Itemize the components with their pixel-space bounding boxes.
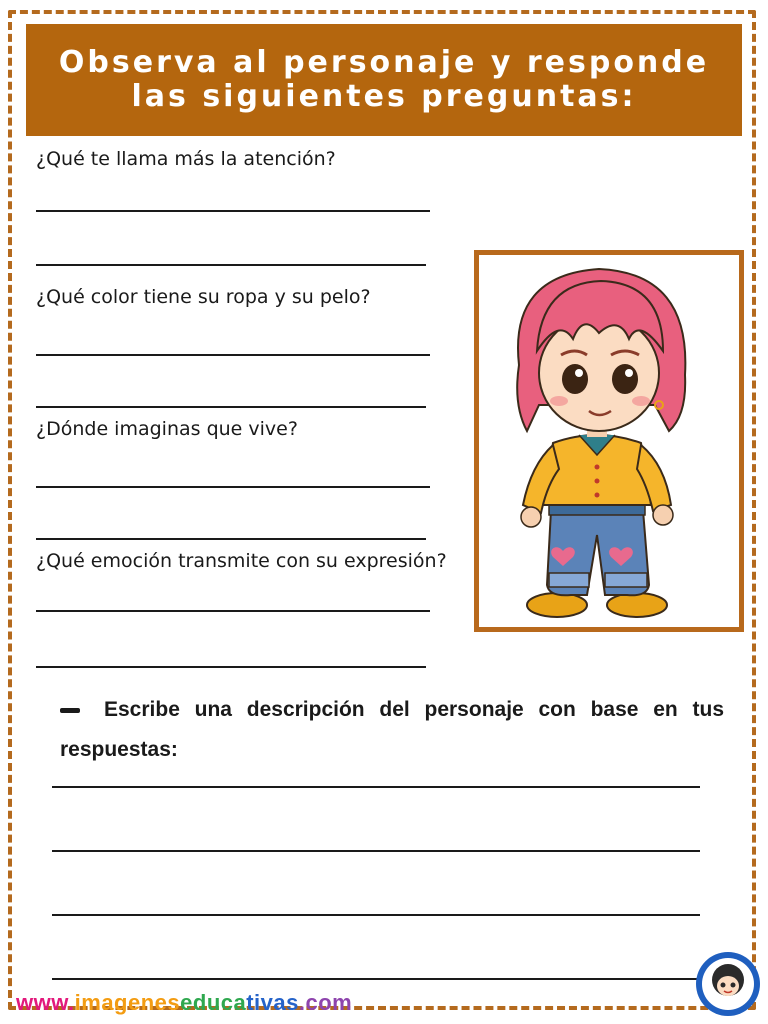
answer-line[interactable] [36,264,426,266]
character-illustration [479,255,739,627]
question-3: ¿Dónde imaginas que vive? [36,418,298,440]
character-picture-frame [474,250,744,632]
instruction-label: Escribe una descripción del personaje con base en tus respuestas: [60,698,724,761]
answer-line[interactable] [36,666,426,668]
page-title: Observa al personaje y responde las siguientes preguntas: [58,45,710,114]
website-part: www. [16,990,75,1015]
answer-line[interactable] [36,486,430,488]
answer-line[interactable] [36,354,430,356]
website-part: imagenes [74,990,181,1015]
answer-line[interactable] [36,406,426,408]
question-2: ¿Qué color tiene su ropa y su pelo? [36,286,371,308]
website-watermark [16,990,352,1016]
description-line[interactable] [52,914,700,916]
website-part: tivas [246,990,299,1015]
title-banner [26,24,742,136]
instruction-text [60,690,724,770]
website-part: .com [298,990,353,1015]
answer-line[interactable] [36,610,430,612]
website-part: educa [180,990,247,1015]
answer-line[interactable] [36,210,430,212]
site-logo-icon [694,950,762,1018]
bullet-dash-icon [60,708,80,713]
description-line[interactable] [52,786,700,788]
question-4: ¿Qué emoción transmite con su expresión? [36,550,447,572]
question-1: ¿Qué te llama más la atención? [36,148,336,170]
description-line[interactable] [52,850,700,852]
description-line[interactable] [52,978,700,980]
answer-line[interactable] [36,538,426,540]
